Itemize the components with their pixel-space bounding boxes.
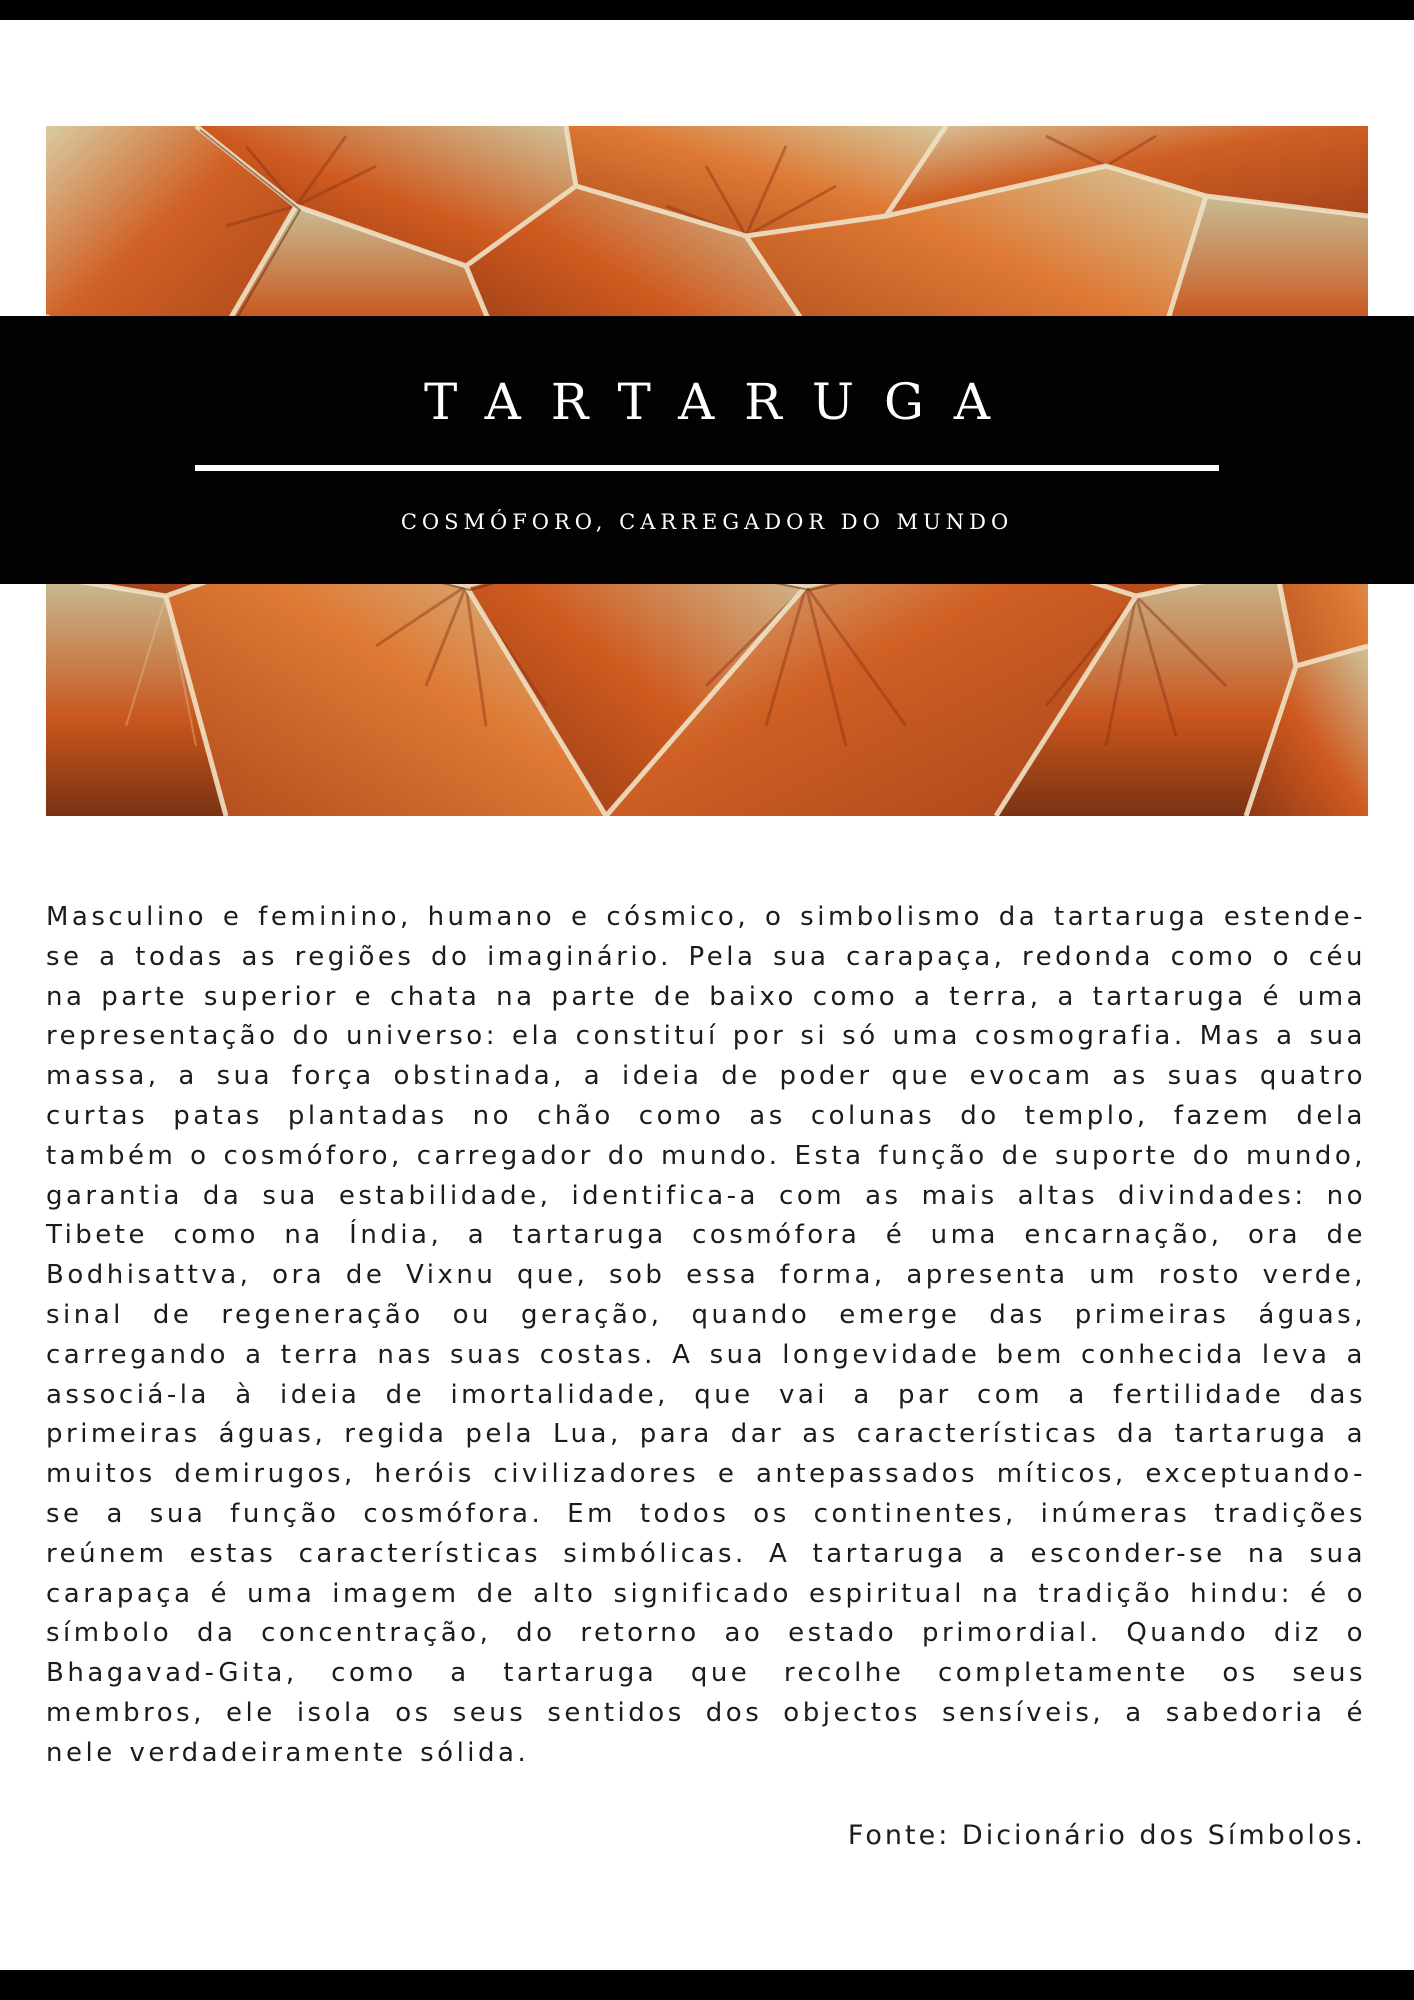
body-paragraph: Masculino e feminino, humano e cósmico, o simbolismo da tartaruga estende-se a todas as regiões do imaginário. Pela sua carapaça, redonda como o céu na parte superior e chata na parte de baixo como a terra, a tartaruga é uma representação do universo: ela constituí por si só uma cosmografia. Mas a sua massa, a sua força obstinada, a ideia de poder que evocam as suas quatro curtas patas plantadas no chão como as colunas do templo, fazem dela também o cosmóforo, carregador do mundo. Esta função de suporte do mundo, garantia da sua estabilidade, identifica-a com as mais altas divindades: no Tibete como na Índia, a tartaruga cosmófora é uma encarnação, ora de Bodhisattva, ora de Vixnu que, sob essa forma, apresenta um rosto verde, sinal de regeneração ou geração, quando emerge das primeiras águas, carregando a terra nas suas costas. A sua longevidade bem conhecida leva a associá-la à ideia de imortalidade, que vai a par com a fertilidade das primeiras águas, regida pela Lua, para dar as características da tartaruga a muitos demirugos, heróis civilizadores e antepassados míticos, exceptuando-se a sua função cosmófora. Em todos os continentes, inúmeras tradições reúnem estas características simbólicas. A tartaruga a esconder-se na sua carapaça é uma imagem de alto significado espiritual na tradição hindu: é o símbolo da concentração, do retorno ao estado primordial. Quando diz o Bhagavad-Gita, como a tartaruga que recolhe completamente os seus membros, ele isola os seus sentidos dos objectos sensíveis, a sabedoria é nele verdadeiramente sólida. [46, 902, 1366, 1768]
bottom-border-bar [0, 1970, 1414, 2000]
top-border-bar [0, 0, 1414, 20]
source-citation: Fonte: Dicionário dos Símbolos. [847, 1820, 1366, 1851]
page-title: TARTARUGA [423, 373, 1021, 431]
title-divider [195, 465, 1219, 471]
title-banner [0, 316, 1414, 584]
page-subtitle: COSMÓFORO, CARREGADOR DO MUNDO [400, 510, 1014, 534]
